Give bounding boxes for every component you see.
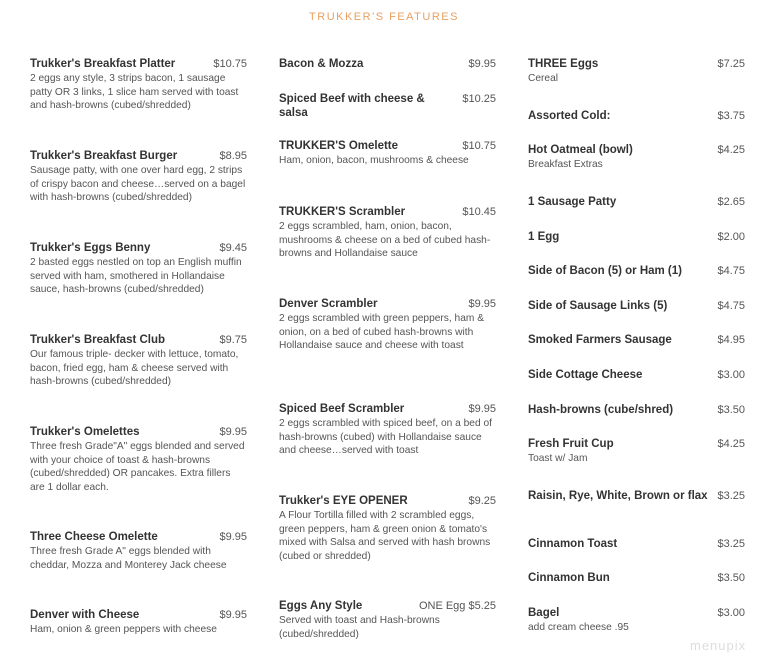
item-description: Ham, onion & green peppers with cheese — [30, 624, 217, 635]
menu-item — [528, 606, 745, 635]
menu-item — [528, 109, 745, 123]
item-price: $4.75 — [717, 265, 745, 277]
item-name: Trukker's Breakfast Platter — [30, 58, 176, 70]
item-price: $3.00 — [717, 607, 745, 619]
item-description: Served with toast and Hash-browns (cubed/shredded) — [279, 615, 440, 640]
item-price: $3.25 — [717, 490, 745, 502]
item-description: Three fresh Grade"A" eggs blended and served with your choice of toast & hash-browns (cubed/shredded) OR pancakes. Extra fillers are 1 dollar each. — [30, 441, 245, 494]
menu-item — [279, 494, 496, 564]
item-name: Trukker's Omelettes — [30, 426, 140, 438]
item-price: $9.95 — [219, 426, 247, 438]
item-description: Cereal — [528, 73, 559, 84]
item-price: $10.75 — [213, 58, 247, 70]
item-price: $2.00 — [717, 231, 745, 243]
menu-item — [279, 92, 496, 120]
item-name: Spiced Beef with cheese & salsa — [279, 93, 425, 119]
menu-item — [30, 57, 247, 113]
item-name: Fresh Fruit Cup — [528, 438, 614, 450]
item-name: Side of Bacon (5) or Ham (1) — [528, 265, 682, 277]
item-name: TRUKKER'S Omelette — [279, 140, 399, 152]
menu-item — [528, 489, 745, 503]
item-name: Cinnamon Toast — [528, 538, 618, 550]
item-name: Denver Scrambler — [279, 298, 378, 310]
section-title: TRUKKER'S FEATURES — [309, 11, 459, 23]
menu-item — [279, 205, 496, 261]
item-name: Smoked Farmers Sausage — [528, 334, 672, 346]
item-name: Bagel — [528, 607, 560, 619]
menu-item — [30, 608, 247, 637]
item-price: $9.45 — [219, 242, 247, 254]
menu-item — [528, 403, 745, 417]
item-description: A Flour Tortilla filled with 2 scrambled eggs, green peppers, ham & green onion & tomato's mixed with Salsa and served with hash browns (cubed or shredded) — [279, 510, 491, 563]
item-price: $2.65 — [717, 196, 745, 208]
item-price: $10.45 — [462, 206, 496, 218]
item-price: $9.95 — [468, 58, 496, 70]
menu-item — [279, 402, 496, 458]
item-price: $8.95 — [219, 150, 247, 162]
item-name: Assorted Cold: — [528, 110, 611, 122]
item-price: $3.00 — [717, 369, 745, 381]
menu-item — [528, 333, 745, 347]
item-description: Ham, onion, bacon, mushrooms & cheese — [279, 155, 469, 166]
menu-item — [30, 241, 247, 297]
item-name: Denver with Cheese — [30, 609, 140, 621]
item-price: $9.95 — [219, 531, 247, 543]
item-description: Sausage patty, with one over hard egg, 2 strips of crispy bacon and cheese…served on a bagel with hash-browns (cubed/shredded) — [30, 165, 246, 204]
item-name: Cinnamon Bun — [528, 572, 610, 584]
menu-item — [528, 299, 745, 313]
item-name: Trukker's Breakfast Club — [30, 334, 166, 346]
item-description: Three fresh Grade A" eggs blended with cheddar, Mozza and Monterey Jack cheese — [30, 546, 227, 571]
item-name: Trukker's Breakfast Burger — [30, 150, 178, 162]
menu-item — [30, 149, 247, 205]
menu-item — [528, 368, 745, 382]
item-price: $9.75 — [219, 334, 247, 346]
menu-item — [528, 143, 745, 172]
item-description: 2 eggs scrambled, ham, onion, bacon, mushrooms & cheese on a bed of cubed hash-browns and Hollandaise sauce — [279, 221, 491, 260]
item-price: $3.25 — [717, 538, 745, 550]
item-description: 2 eggs scrambled with green peppers, ham & onion, on a bed of cubed hash-browns with Hollandaise sauce and cheese with toast — [279, 313, 484, 352]
item-price: $9.95 — [219, 609, 247, 621]
watermark-logo: menupix — [690, 638, 747, 653]
item-price: $9.95 — [468, 403, 496, 415]
item-description: 2 eggs any style, 3 strips bacon, 1 sausage patty OR 3 links, 1 slice ham served with toast and hash-browns (cubed/shredded) — [30, 73, 239, 112]
menu-item — [279, 139, 496, 168]
menu-item — [528, 57, 745, 86]
item-name: Side of Sausage Links (5) — [528, 300, 668, 312]
item-name: Hash-browns (cube/shred) — [528, 404, 674, 416]
item-price: $10.75 — [462, 140, 496, 152]
menu-item — [528, 230, 745, 244]
item-description: Toast w/ Jam — [528, 453, 588, 464]
item-name: 1 Egg — [528, 231, 560, 243]
item-name: 1 Sausage Patty — [528, 196, 617, 208]
item-name: Bacon & Mozza — [279, 58, 364, 70]
item-price: $9.95 — [468, 298, 496, 310]
item-price: $3.75 — [717, 110, 745, 122]
item-name: THREE Eggs — [528, 58, 599, 70]
item-description: 2 eggs scrambled with spiced beef, on a bed of hash-browns (cubed) with Hollandaise sauce and cheese…served with toast — [279, 418, 492, 457]
menu-item — [528, 437, 745, 466]
menu-item — [30, 530, 247, 572]
item-price: $4.25 — [717, 438, 745, 450]
item-price: $10.25 — [462, 93, 496, 105]
item-description: Breakfast Extras — [528, 159, 603, 170]
item-description: 2 basted eggs nestled on top an English muffin served with ham, smothered in Hollandaise sauce, hash-browns (cubed/shredded) — [30, 257, 242, 296]
item-price: $4.75 — [717, 300, 745, 312]
item-price: $3.50 — [717, 404, 745, 416]
item-name: Raisin, Rye, White, Brown or flax — [528, 490, 708, 502]
item-price: ONE Egg $5.25 — [418, 600, 496, 612]
menu-item — [528, 571, 745, 585]
item-name: Hot Oatmeal (bowl) — [528, 144, 633, 156]
menu-item — [528, 264, 745, 278]
item-name: Side Cottage Cheese — [528, 369, 643, 381]
menu-item — [279, 599, 496, 641]
menu-item — [30, 333, 247, 389]
item-name: TRUKKER'S Scrambler — [279, 206, 406, 218]
item-name: Trukker's EYE OPENER — [279, 495, 408, 507]
item-price: $4.95 — [717, 334, 745, 346]
item-name: Trukker's Eggs Benny — [30, 242, 151, 254]
item-price: $9.25 — [468, 495, 496, 507]
item-description: add cream cheese .95 — [528, 622, 629, 633]
menu-item — [30, 425, 247, 495]
item-description: Our famous triple- decker with lettuce, tomato, bacon, fried egg, ham & cheese served with hash-browns (cubed/shredded) — [30, 349, 239, 388]
item-name: Eggs Any Style — [279, 600, 363, 612]
item-price: $4.25 — [717, 144, 745, 156]
item-name: Spiced Beef Scrambler — [279, 403, 405, 415]
item-price: $7.25 — [717, 58, 745, 70]
menu-item — [528, 195, 745, 209]
menu-item — [279, 57, 496, 71]
item-price: $3.50 — [717, 572, 745, 584]
menu-item — [279, 297, 496, 353]
menu-item — [528, 537, 745, 551]
item-name: Three Cheese Omelette — [30, 531, 158, 543]
